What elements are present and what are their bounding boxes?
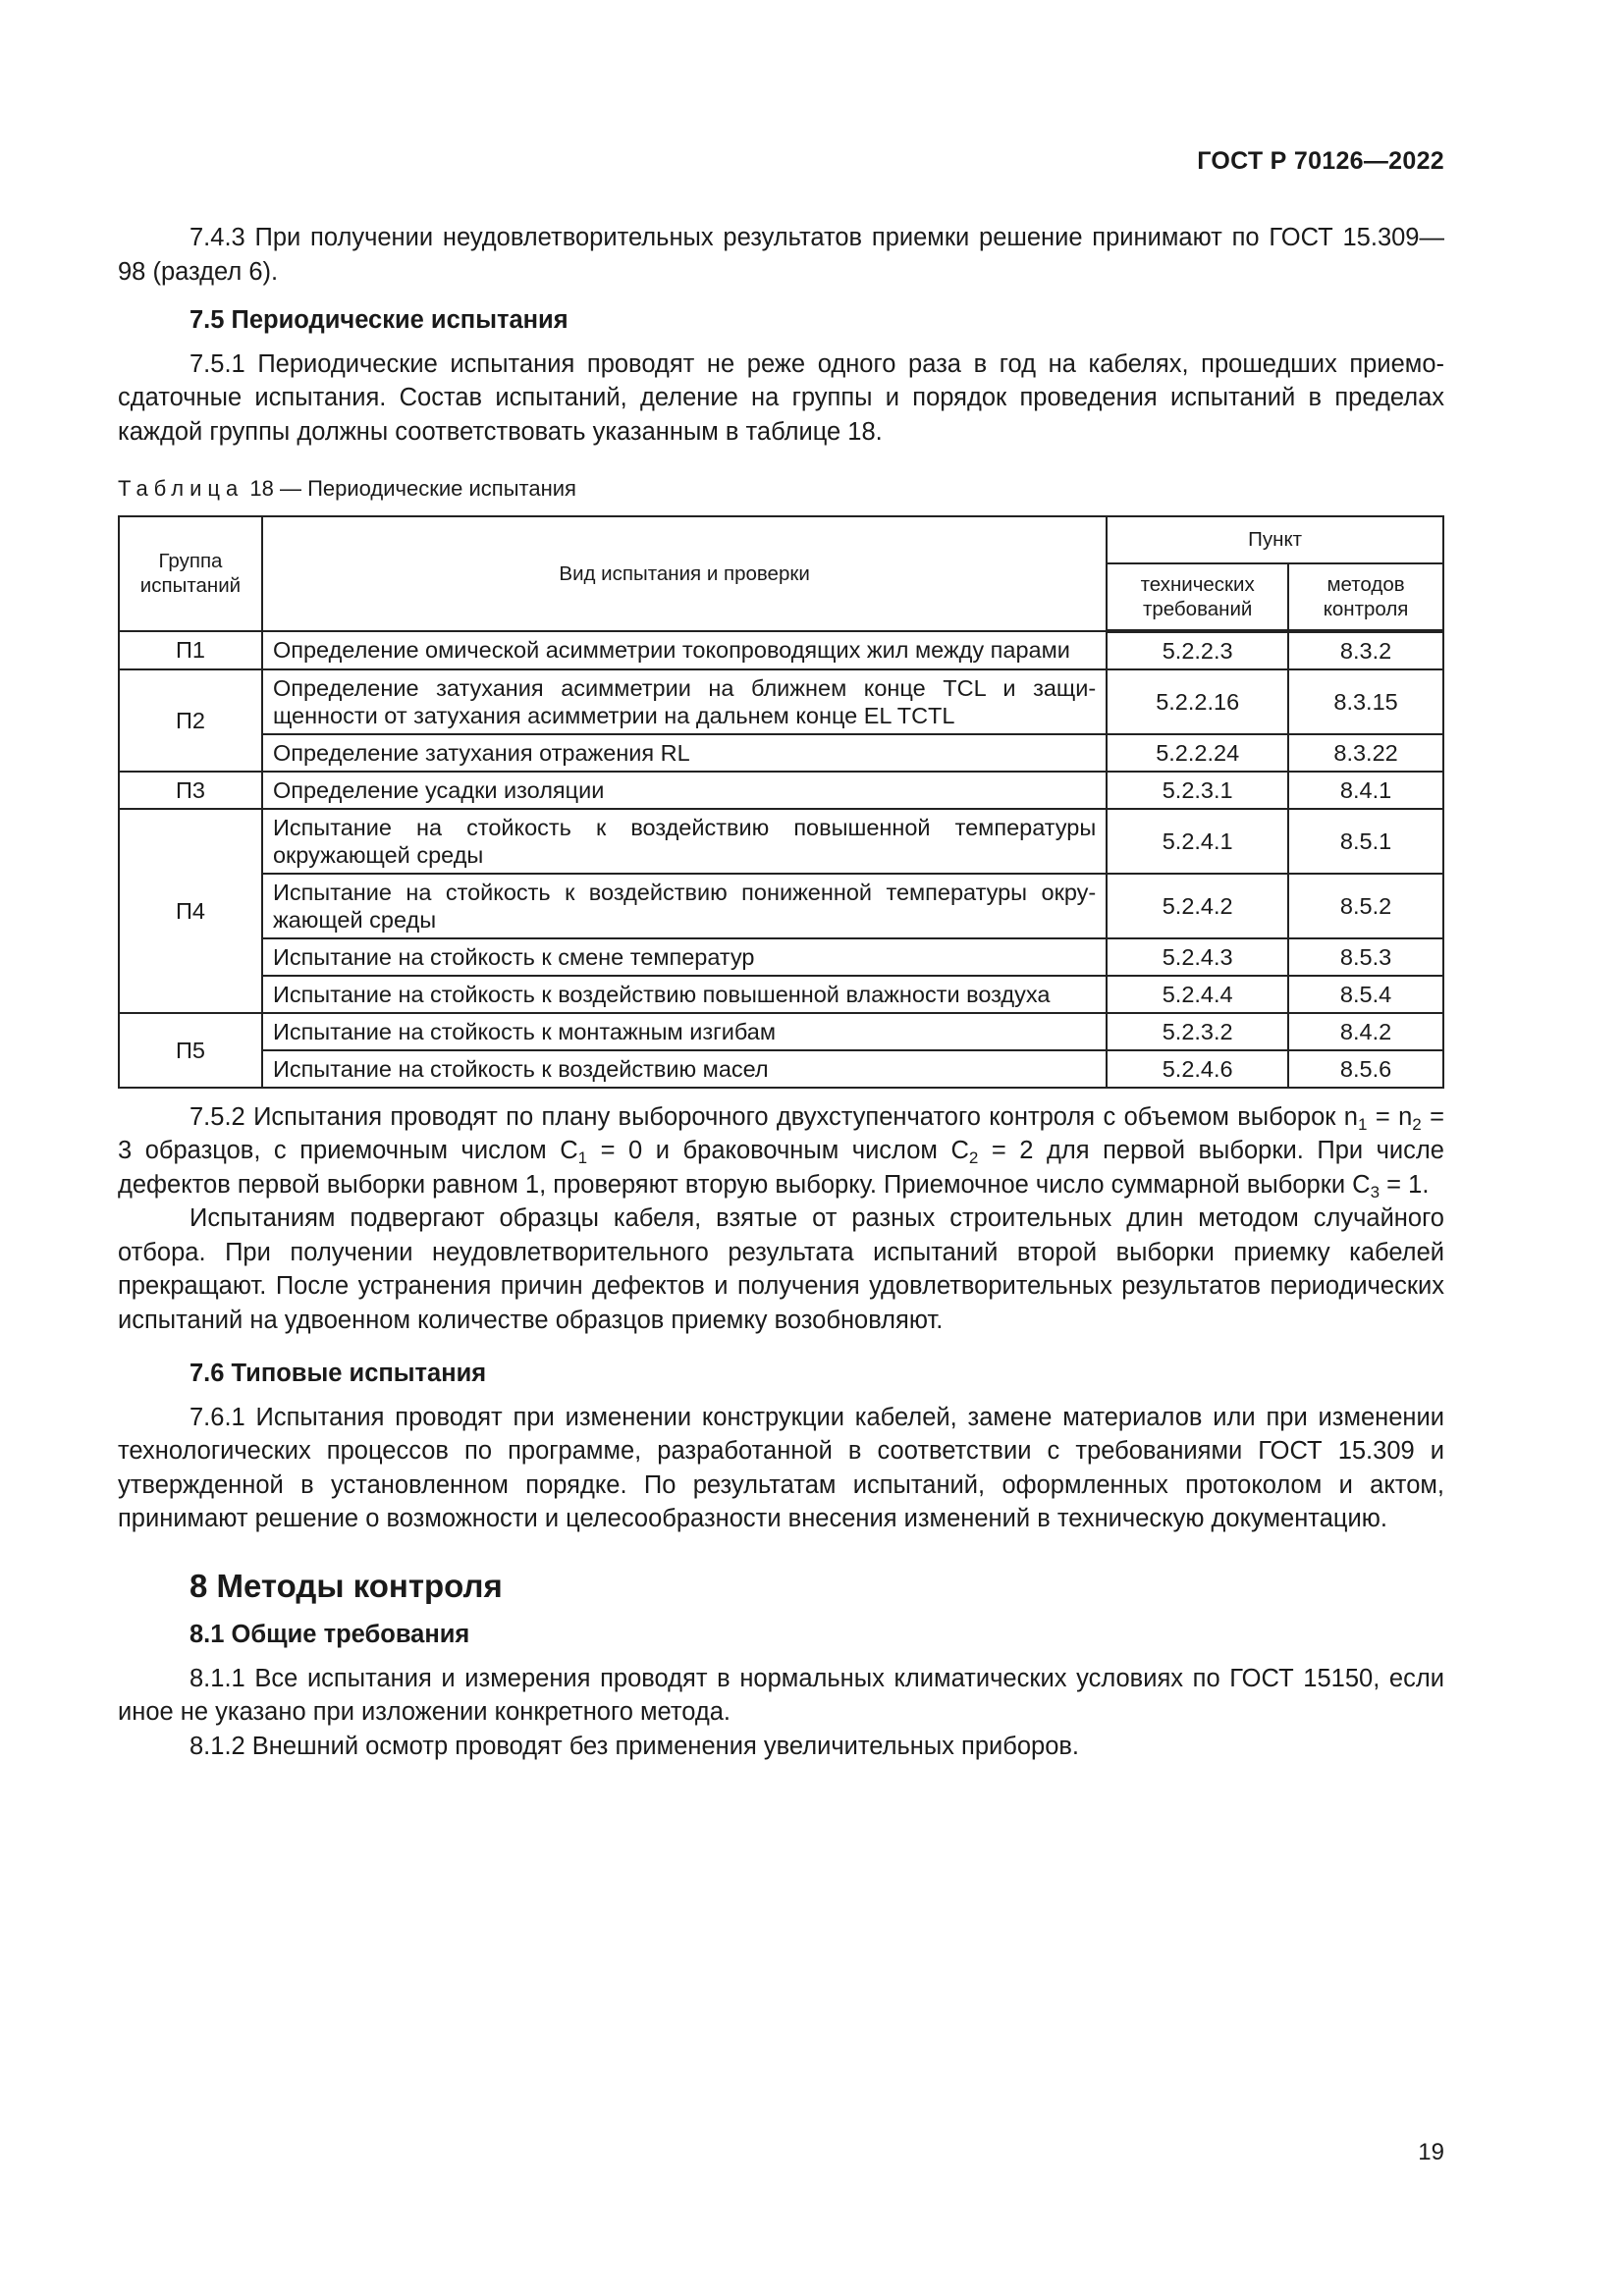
section-8-title: 8 Методы контроля	[189, 1567, 503, 1604]
table-caption-label: Таблица	[118, 476, 244, 501]
test-name-cell: Определение омической асимметрии токопроводящих жил между парами	[262, 631, 1107, 669]
group-cell: П3	[119, 772, 262, 809]
page-number: 19	[1418, 2139, 1444, 2165]
table-row	[119, 1013, 1443, 1050]
method-clause-cell: 8.4.2	[1288, 1013, 1443, 1050]
section-8-1-title: 8.1 Общие требования	[189, 1621, 470, 1648]
periodic-tests-table	[118, 515, 1444, 1089]
table-row	[119, 938, 1443, 976]
subscript: 2	[968, 1148, 979, 1167]
method-clause-cell: 8.5.6	[1288, 1050, 1443, 1088]
test-name-cell: Испытание на стойкость к монтажным изгибам	[262, 1013, 1107, 1050]
test-name-cell: Испытание на стойкость к воздействию пониженной температуры окружающей среды	[262, 874, 1107, 938]
table-row	[119, 734, 1443, 772]
paragraph-7-6-1: 7.6.1 Испытания проводят при изменении конструкции кабелей, замене материалов или при изменении технологических процессов по программе, разработанной в соответствии с требованиями ГОСТ 15.309 и утвержденной в установленном порядке. По результатам испытаний, оформленных протоколом и актом, принимают решение о возможности и целесообразности внесения изменений в техническую документацию.	[118, 1403, 1444, 1532]
method-clause-cell: 8.5.1	[1288, 809, 1443, 874]
tech-clause-cell: 5.2.3.1	[1107, 772, 1288, 809]
header-control-methods: методов контроля	[1288, 563, 1443, 631]
method-clause-cell: 8.4.1	[1288, 772, 1443, 809]
subscript: 1	[1357, 1114, 1368, 1134]
test-name-cell: Испытание на стойкость к воздействию масел	[262, 1050, 1107, 1088]
header-group: Группа испытаний	[119, 516, 262, 631]
group-cell: П5	[119, 1013, 262, 1088]
test-name-cell: Испытание на стойкость к воздействию повышенной температуры окружающей среды	[262, 809, 1107, 874]
tech-clause-cell: 5.2.4.4	[1107, 976, 1288, 1013]
table-row	[119, 772, 1443, 809]
tech-clause-cell: 5.2.4.6	[1107, 1050, 1288, 1088]
text-run: = n	[1367, 1102, 1413, 1131]
table-caption-text: 18 — Периодические испытания	[249, 476, 576, 501]
paragraph-7-5-2-continued: Испытаниям подвергают образцы кабеля, взятые от разных строительных длин методом случайного отбора. При получении неудовлетворительного результата испытаний второй выборки приемку кабелей прекращают. После устранения причин дефектов и получения удовлетворительных результатов периодических испытаний на удвоенном количестве образцов приемку возобновляют.	[118, 1204, 1444, 1334]
text-run: = 3 образцов, с приемочным числом C	[118, 1102, 1444, 1164]
text-run: = 0 и браковочным числом C	[587, 1137, 969, 1164]
method-clause-cell: 8.3.2	[1288, 631, 1443, 669]
test-name-cell: Испытание на стойкость к смене температур	[262, 938, 1107, 976]
subscript: 3	[1370, 1182, 1380, 1201]
page-content	[118, 221, 1444, 1763]
group-cell: П4	[119, 809, 262, 1013]
method-clause-cell: 8.5.2	[1288, 874, 1443, 938]
tech-clause-cell: 5.2.2.3	[1107, 631, 1288, 669]
section-7-5-title: 7.5 Периодические испытания	[189, 306, 568, 334]
table-row	[119, 809, 1443, 874]
standard-designation: ГОСТ Р 70126—2022	[1197, 147, 1444, 175]
table-row	[119, 631, 1443, 669]
table-row	[119, 1050, 1443, 1088]
tech-clause-cell: 5.2.4.2	[1107, 874, 1288, 938]
paragraph-8-1-1: 8.1.1 Все испытания и измерения проводят в нормальных климатических условиях по ГОСТ 15150, если иное не указано при изложении конкретного метода.	[118, 1664, 1444, 1726]
tech-clause-cell: 5.2.2.24	[1107, 734, 1288, 772]
header-kind: Вид испытания и проверки	[262, 516, 1107, 631]
group-cell: П1	[119, 631, 262, 669]
group-cell: П2	[119, 669, 262, 772]
paragraph-8-1-2: 8.1.2 Внешний осмотр проводят без применения увеличительных приборов.	[189, 1732, 1080, 1760]
header-clause: Пункт	[1107, 516, 1443, 563]
header-tech-requirements: технических требований	[1107, 563, 1288, 631]
tech-clause-cell: 5.2.4.3	[1107, 938, 1288, 976]
test-name-cell: Определение затухания отражения RL	[262, 734, 1107, 772]
tech-clause-cell: 5.2.2.16	[1107, 669, 1288, 734]
subscript: 1	[577, 1148, 588, 1167]
subscript: 2	[1412, 1114, 1422, 1134]
paragraph-7-5-1: 7.5.1 Периодические испытания проводят не реже одного раза в год на кабелях, прошедших приемо-сдаточные испытания. Состав испытаний, деление на группы и порядок проведения испытаний в пределах каждой группы должны соответствовать указанным в таблице 18.	[118, 349, 1444, 446]
text-run: = 2 для первой выборки. При числе дефектов первой выборки равном 1, проверяют вторую выборку. Приемочное число суммарной выборки C	[118, 1137, 1444, 1199]
method-clause-cell: 8.5.4	[1288, 976, 1443, 1013]
table-row	[119, 976, 1443, 1013]
method-clause-cell: 8.5.3	[1288, 938, 1443, 976]
tech-clause-cell: 5.2.3.2	[1107, 1013, 1288, 1050]
table-row	[119, 669, 1443, 734]
table-caption	[118, 472, 1444, 507]
tech-clause-cell: 5.2.4.1	[1107, 809, 1288, 874]
paragraph-7-5-2	[118, 1100, 1444, 1202]
test-name-cell: Определение затухания асимметрии на ближнем конце TCL и защищенности от затухания асимметрии на дальнем конце EL TCTL	[262, 669, 1107, 734]
test-name-cell: Определение усадки изоляции	[262, 772, 1107, 809]
method-clause-cell: 8.3.22	[1288, 734, 1443, 772]
paragraph-7-4-3: 7.4.3 При получении неудовлетворительных результатов приемки решение принимают по ГОСТ 15.309—98 (раздел 6).	[118, 224, 1444, 286]
text-run: = 1.	[1380, 1170, 1430, 1199]
method-clause-cell: 8.3.15	[1288, 669, 1443, 734]
table-row	[119, 874, 1443, 938]
text-run: 7.5.2 Испытания проводят по плану выборочного двухступенчатого контроля с объемом выборок n	[189, 1102, 1358, 1131]
test-name-cell: Испытание на стойкость к воздействию повышенной влажности воздуха	[262, 976, 1107, 1013]
section-7-6-title: 7.6 Типовые испытания	[189, 1360, 487, 1387]
